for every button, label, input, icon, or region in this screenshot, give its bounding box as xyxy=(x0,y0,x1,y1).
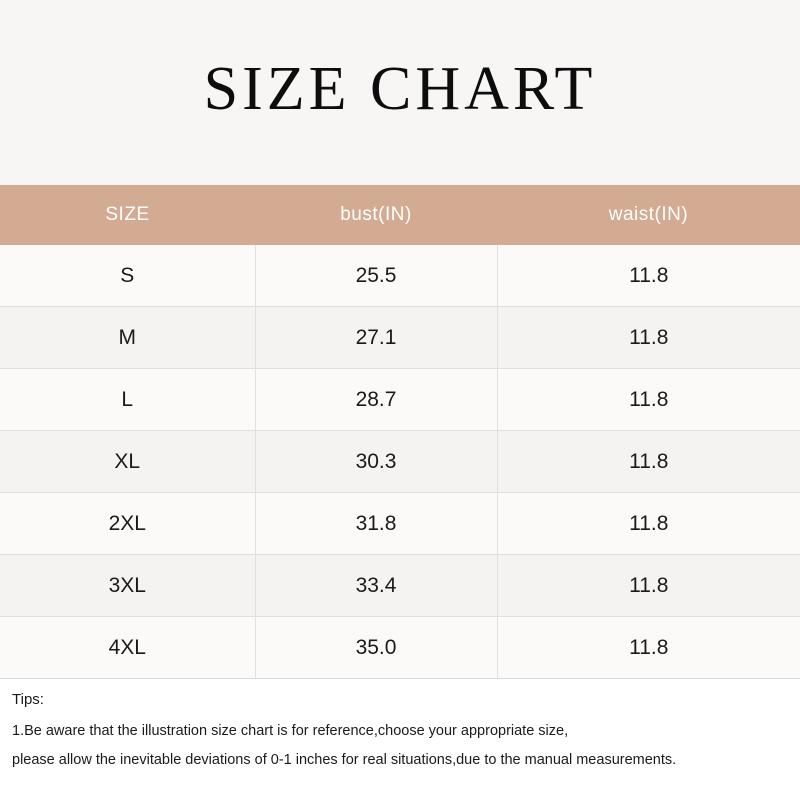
cell-size: 2XL xyxy=(0,493,255,555)
cell-waist: 11.8 xyxy=(497,431,800,493)
table-row xyxy=(0,431,800,493)
column-header-bust: bust(IN) xyxy=(340,204,412,225)
table-header-row xyxy=(0,185,800,245)
table-row xyxy=(0,245,800,307)
table-row xyxy=(0,617,800,679)
tips-line-1: 1.Be aware that the illustration size chart is for reference,choose your appropriate size, xyxy=(12,723,569,739)
cell-waist: 11.8 xyxy=(497,245,800,307)
cell-size: M xyxy=(0,307,255,369)
cell-size: S xyxy=(0,245,255,307)
title-area xyxy=(0,0,800,185)
column-header-size: SIZE xyxy=(105,204,150,225)
cell-bust: 30.3 xyxy=(255,431,497,493)
table-row xyxy=(0,307,800,369)
cell-size: 3XL xyxy=(0,555,255,617)
table-row xyxy=(0,493,800,555)
cell-bust: 27.1 xyxy=(255,307,497,369)
table-row xyxy=(0,369,800,431)
page-title: SIZE CHART xyxy=(203,54,597,123)
tips-heading: Tips: xyxy=(12,691,44,708)
cell-size: 4XL xyxy=(0,617,255,679)
table-header xyxy=(0,185,800,245)
column-header-waist: waist(IN) xyxy=(608,204,689,225)
table-row xyxy=(0,555,800,617)
cell-waist: 11.8 xyxy=(497,369,800,431)
tips-section xyxy=(0,678,800,800)
cell-bust: 25.5 xyxy=(255,245,497,307)
cell-bust: 35.0 xyxy=(255,617,497,679)
cell-waist: 11.8 xyxy=(629,635,669,659)
tips-line-2: please allow the inevitable deviations of 0-1 inches for real situations,due to the manual measurements. xyxy=(12,751,677,768)
cell-waist: 11.8 xyxy=(497,307,800,369)
cell-bust: 33.4 xyxy=(255,555,497,617)
cell-waist: 11.8 xyxy=(497,493,800,555)
cell-bust: 31.8 xyxy=(255,493,497,555)
size-chart-table xyxy=(0,185,800,678)
cell-waist: 11.8 xyxy=(497,555,800,617)
cell-bust: 28.7 xyxy=(255,369,497,431)
table-body xyxy=(0,245,800,678)
cell-size: XL xyxy=(0,431,255,493)
cell-size: L xyxy=(0,369,255,431)
